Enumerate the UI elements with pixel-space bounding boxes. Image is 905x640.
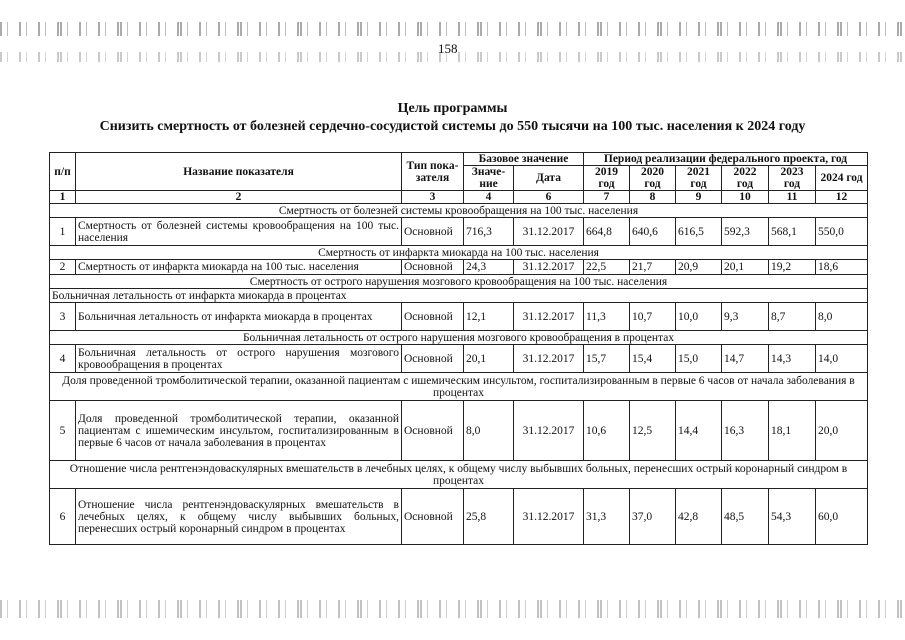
row-number: 5 — [50, 401, 76, 461]
col-number: 10 — [722, 191, 769, 204]
base-date: 31.12.2017 — [514, 260, 584, 275]
header-year: 2023 год — [769, 166, 816, 191]
header-year: 2020 год — [630, 166, 676, 191]
year-value: 16,3 — [722, 401, 769, 461]
row-number: 2 — [50, 260, 76, 275]
base-date: 31.12.2017 — [514, 218, 584, 246]
col-number: 12 — [816, 191, 868, 204]
year-value: 19,2 — [769, 260, 816, 275]
indicator-name: Больничная летальность от острого нарушения мозгового кровообращения в процентах — [76, 345, 402, 373]
section-heading: Смертность от болезней системы кровообращения на 100 тыс. населения — [50, 204, 868, 218]
row-number: 4 — [50, 345, 76, 373]
row-number: 6 — [50, 489, 76, 545]
indicator-name: Отношение числа рентгенэндоваскулярных вмешательств в лечебных целях, к общему числу выбывших больных, перенесших острый коронарный синдром в процентах — [76, 489, 402, 545]
year-value: 14,0 — [816, 345, 868, 373]
year-value: 14,4 — [676, 401, 722, 461]
year-value: 15,4 — [630, 345, 676, 373]
header-name: Название показателя — [76, 153, 402, 191]
year-value: 9,3 — [722, 303, 769, 331]
year-value: 10,6 — [584, 401, 630, 461]
section-heading: Отношение числа рентгенэндоваскулярных вмешательств в лечебных целях, к общему числу выбывших больных, перенесших острый коронарный синдром в процентах — [50, 461, 868, 489]
year-value: 616,5 — [676, 218, 722, 246]
year-value: 568,1 — [769, 218, 816, 246]
year-value: 21,7 — [630, 260, 676, 275]
year-value: 22,5 — [584, 260, 630, 275]
indicator-name: Смертность от болезней системы кровообращения на 100 тыс. населения — [76, 218, 402, 246]
col-number: 11 — [769, 191, 816, 204]
header-year: 2024 год — [816, 166, 868, 191]
year-value: 20,0 — [816, 401, 868, 461]
col-number: 2 — [76, 191, 402, 204]
indicator-name: Доля проведенной тромболитической терапии, оказанной пациентам с ишемическим инсультом, госпитализированным в первые 6 часов от начала заболевания в процентах — [76, 401, 402, 461]
indicator-type: Основной — [402, 345, 464, 373]
year-value: 12,5 — [630, 401, 676, 461]
base-date: 31.12.2017 — [514, 303, 584, 331]
header-base-date: Дата — [514, 166, 584, 191]
base-date: 31.12.2017 — [514, 345, 584, 373]
base-value: 25,8 — [464, 489, 514, 545]
indicator-type: Основной — [402, 489, 464, 545]
base-value: 12,1 — [464, 303, 514, 331]
indicator-type: Основной — [402, 401, 464, 461]
year-value: 10,7 — [630, 303, 676, 331]
col-number: 6 — [514, 191, 584, 204]
header-year: 2019 год — [584, 166, 630, 191]
year-value: 15,0 — [676, 345, 722, 373]
year-value: 11,3 — [584, 303, 630, 331]
year-value: 640,6 — [630, 218, 676, 246]
page-number: 158 — [438, 41, 458, 56]
indicator-name: Смертность от инфаркта миокарда на 100 тыс. населения — [76, 260, 402, 275]
year-value: 14,3 — [769, 345, 816, 373]
base-date: 31.12.2017 — [514, 489, 584, 545]
year-value: 8,7 — [769, 303, 816, 331]
year-value: 31,3 — [584, 489, 630, 545]
col-number: 1 — [50, 191, 76, 204]
goal-title: Цель программы — [397, 101, 508, 116]
section-heading: Смертность от инфаркта миокарда на 100 тыс. населения — [50, 246, 868, 260]
year-value: 592,3 — [722, 218, 769, 246]
year-value: 10,0 — [676, 303, 722, 331]
header-base-value: Значе-ние — [464, 166, 514, 191]
base-value: 8,0 — [464, 401, 514, 461]
base-date: 31.12.2017 — [514, 401, 584, 461]
year-value: 14,7 — [722, 345, 769, 373]
indicator-type: Основной — [402, 218, 464, 246]
section-heading: Смертность от острого нарушения мозгового кровообращения на 100 тыс. населения — [50, 275, 868, 289]
year-value: 42,8 — [676, 489, 722, 545]
scan-noise-bottom — [0, 600, 905, 618]
scan-noise-top — [0, 22, 905, 36]
col-number: 4 — [464, 191, 514, 204]
header-period: Период реализации федерального проекта, год — [584, 153, 868, 166]
header-year: 2021 год — [676, 166, 722, 191]
col-number: 7 — [584, 191, 630, 204]
year-value: 18,6 — [816, 260, 868, 275]
year-value: 18,1 — [769, 401, 816, 461]
indicator-type: Основной — [402, 260, 464, 275]
year-value: 54,3 — [769, 489, 816, 545]
indicator-type: Основной — [402, 303, 464, 331]
base-value: 20,1 — [464, 345, 514, 373]
col-number: 9 — [676, 191, 722, 204]
year-value: 550,0 — [816, 218, 868, 246]
row-number: 1 — [50, 218, 76, 246]
year-value: 8,0 — [816, 303, 868, 331]
header-year: 2022 год — [722, 166, 769, 191]
row-number: 3 — [50, 303, 76, 331]
goal-text: Снизить смертность от болезней сердечно-сосудистой системы до 550 тысячи на 100 тыс. населения к 2024 году — [99, 119, 806, 134]
year-value: 664,8 — [584, 218, 630, 246]
section-heading: Доля проведенной тромболитической терапии, оказанной пациентам с ишемическим инсультом, госпитализированным в первые 6 часов от начала заболевания в процентах — [50, 373, 868, 401]
section-heading: Больничная летальность от острого нарушения мозгового кровообращения в процентах — [50, 331, 868, 345]
year-value: 15,7 — [584, 345, 630, 373]
col-number: 3 — [402, 191, 464, 204]
year-value: 48,5 — [722, 489, 769, 545]
year-value: 37,0 — [630, 489, 676, 545]
col-number: 8 — [630, 191, 676, 204]
indicator-name: Больничная летальность от инфаркта миокарда в процентах — [76, 303, 402, 331]
base-value: 716,3 — [464, 218, 514, 246]
header-base: Базовое значение — [464, 153, 584, 166]
year-value: 60,0 — [816, 489, 868, 545]
header-num: п/п — [50, 153, 76, 191]
indicators-table — [49, 152, 868, 545]
year-value: 20,1 — [722, 260, 769, 275]
section-heading: Больничная летальность от инфаркта миокарда в процентах — [50, 289, 868, 303]
year-value: 20,9 — [676, 260, 722, 275]
header-type: Тип пока-зателя — [402, 153, 464, 191]
base-value: 24,3 — [464, 260, 514, 275]
